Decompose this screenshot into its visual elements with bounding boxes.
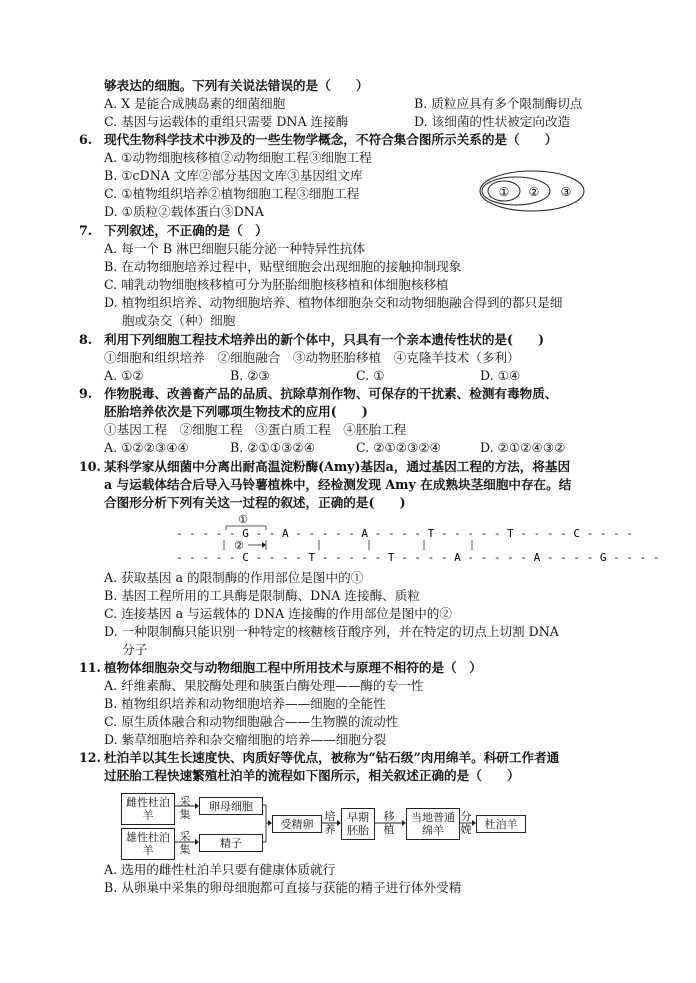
q9-option-d: D. ②①②④③② bbox=[480, 440, 566, 455]
flow-result-sheep: 杜泊羊 bbox=[476, 815, 526, 833]
q10-option-a: A. 获取基因 a 的限制酶的作用部位是图中的① bbox=[104, 570, 364, 585]
q10-option-b: B. 基因工程所用的工具酶是限制酶、DNA 连接酶、质粒 bbox=[104, 588, 420, 603]
flow-zygote: 受精卵 bbox=[272, 815, 322, 833]
q7-option-d-line1: D. 植物组织培养、动物细胞培养、植物体细胞杂交和动物细胞融合得到的都只是细 bbox=[104, 295, 563, 310]
dna-label-1: ① bbox=[238, 513, 248, 526]
q11-option-a: A. 纤维素酶、果胶酶处理和胰蛋白酶处理——酶的专一性 bbox=[104, 678, 424, 693]
q6-option-b: B. ①cDNA 文库②部分基因文库③基因组文库 bbox=[104, 168, 363, 183]
dna-bottom-strand: - - - - - C - - - - T - - - - - T - - - - A - - - - - A - - - - G - - - - bbox=[176, 551, 660, 564]
q12-stem-line1: 杜泊羊以其生长速度快、肉质好等优点，被称为“钻石级”肉用绵羊。科研工作者通 bbox=[104, 750, 560, 765]
q8-option-a: A. ①② bbox=[104, 368, 144, 383]
set-label-2: ② bbox=[528, 185, 540, 199]
q8-option-c: C. ① bbox=[356, 368, 385, 383]
q12-number: 12. bbox=[79, 750, 101, 765]
q9-option-a: A. ①②②③④④ bbox=[104, 440, 189, 455]
set-label-3: ③ bbox=[560, 185, 572, 199]
q5-option-b: B. 质粒应具有多个限制酶切点 bbox=[414, 96, 583, 111]
q11-option-b: B. 植物组织培养和动物细胞培养——细胞的全能性 bbox=[104, 696, 386, 711]
flow-oocyte: 卵母细胞 bbox=[199, 797, 263, 815]
q9-items: ①基因工程 ②细胞工程 ③蛋白质工程 ④胚胎工程 bbox=[104, 422, 407, 437]
q11-stem: 植物体细胞杂交与动物细胞工程中所用技术与原理不相符的是（ ） bbox=[104, 660, 482, 675]
q7-stem: 下列叙述，不正确的是（ ） bbox=[104, 223, 268, 238]
q6-option-d: D. ①质粒②载体蛋白③DNA bbox=[104, 204, 264, 219]
q11-number: 11. bbox=[79, 660, 101, 675]
q11-option-c: C. 原生质体融合和动物细胞融合——生物膜的流动性 bbox=[104, 714, 399, 729]
q5-option-a: A. X 是能合成胰岛素的细菌细胞 bbox=[104, 96, 286, 111]
q10-option-d-line2: 分子 bbox=[122, 642, 148, 657]
q10-option-d-line1: D. 一种限制酶只能识别一种特定的核糖核苷酸序列，并在特定的切点上切割 DNA bbox=[104, 624, 559, 639]
q7-option-b: B. 在动物细胞培养过程中，贴壁细胞会出现细胞的接触抑制现象 bbox=[104, 259, 462, 274]
set-label-1: ① bbox=[498, 185, 510, 199]
flow-collect-2: 采集 bbox=[179, 830, 191, 856]
q6-stem: 现代生物科学技术中涉及的一些生物学概念，不符合集合图所示关系的是（ ） bbox=[104, 132, 558, 147]
q10-stem-line3: 合图形分析下列有关这一过程的叙述，正确的是( ) bbox=[104, 495, 406, 510]
dna-top-strand: - - - - - G - - A - - - - - A - - - - T - - - - - T - - - - C - - - - bbox=[176, 527, 633, 540]
q7-number: 7. bbox=[79, 223, 93, 238]
q9-number: 9. bbox=[79, 386, 93, 401]
q7-option-d-line2: 胞或杂交（种）细胞 bbox=[122, 313, 236, 328]
q9-stem-line2: 胚胎培养依次是下列哪项生物技术的应用( ) bbox=[104, 404, 368, 419]
q6-number: 6. bbox=[79, 132, 93, 147]
q5-option-d: D. 该细菌的性状被定向改造 bbox=[414, 114, 571, 129]
flow-female-sheep: 雌性杜泊羊 bbox=[121, 793, 175, 825]
q11-option-d: D. 紫草细胞培养和杂交瘤细胞的培养——细胞分裂 bbox=[104, 732, 387, 747]
q10-stem-line2: a 与运载体结合后导入马铃薯植株中，经检测发现 Amy 在成熟块茎细胞中存在。结 bbox=[104, 477, 572, 492]
flow-early-embryo: 早期胚胎 bbox=[341, 808, 375, 840]
q9-option-b: B. ②①①③②④ bbox=[230, 440, 316, 455]
flow-transfer: 移植 bbox=[383, 810, 395, 836]
q7-option-a: A. 每一个 B 淋巴细胞只能分泌一种特异性抗体 bbox=[104, 241, 366, 256]
q8-stem: 利用下列细胞工程技术培养出的新个体中，只具有一个亲本遗传性状的是( ) bbox=[104, 332, 545, 347]
flow-culture: 培养 bbox=[324, 810, 336, 836]
q7-option-c: C. 哺乳动物细胞核移植可分为胚胎细胞核移植和体细胞核移植 bbox=[104, 277, 449, 292]
q10-number: 10. bbox=[79, 459, 101, 474]
q5-stem: 够表达的细胞。下列有关说法错误的是（ ） bbox=[104, 78, 369, 93]
q10-option-c: C. 连接基因 a 与运载体的 DNA 连接酶的作用部位是图中的② bbox=[104, 606, 452, 621]
q10-stem-line1: 某科学家从细菌中分离出耐高温淀粉酶(Amy)基因a，通过基因工程的方法，将基因 bbox=[104, 459, 571, 474]
q9-option-c: C. ②①②③②④ bbox=[356, 440, 441, 455]
q6-option-a: A. ①动物细胞核移植②动物细胞工程③细胞工程 bbox=[104, 150, 372, 165]
flow-birth: 分娩 bbox=[460, 810, 472, 836]
q8-option-b: B. ②③ bbox=[230, 368, 270, 383]
q12-option-b: B. 从卵巢中采集的卵母细胞都可直接与获能的精子进行体外受精 bbox=[104, 880, 462, 895]
q6-option-c: C. ①植物组织培养②植物细胞工程③细胞工程 bbox=[104, 186, 360, 201]
q5-option-c: C. 基因与运载体的重组只需要 DNA 连接酶 bbox=[104, 114, 349, 129]
flow-recipient-sheep: 当地普通绵羊 bbox=[406, 808, 460, 840]
q8-option-d: D. ①④ bbox=[480, 368, 521, 383]
dna-label-2: ② bbox=[234, 539, 244, 552]
flow-collect-1: 采集 bbox=[179, 795, 191, 821]
flow-male-sheep: 雄性杜泊羊 bbox=[121, 828, 175, 860]
q12-stem-line2: 过胚胎工程快速繁殖杜泊羊的流程如下图所示，相关叙述正确的是（ ） bbox=[104, 768, 520, 783]
q8-number: 8. bbox=[79, 332, 93, 347]
q12-option-a: A. 选用的雌性杜泊羊只要有健康体质就行 bbox=[104, 862, 336, 877]
flow-sperm: 精子 bbox=[199, 834, 263, 852]
q9-stem-line1: 作物脱毒、改善畜产品的品质、抗除草剂作物、可保存的干扰素、检测有毒物质、 bbox=[104, 386, 558, 401]
q8-items: ①细胞和组织培养 ②细胞融合 ③动物胚胎移植 ④克隆羊技术（多利） bbox=[104, 350, 520, 365]
